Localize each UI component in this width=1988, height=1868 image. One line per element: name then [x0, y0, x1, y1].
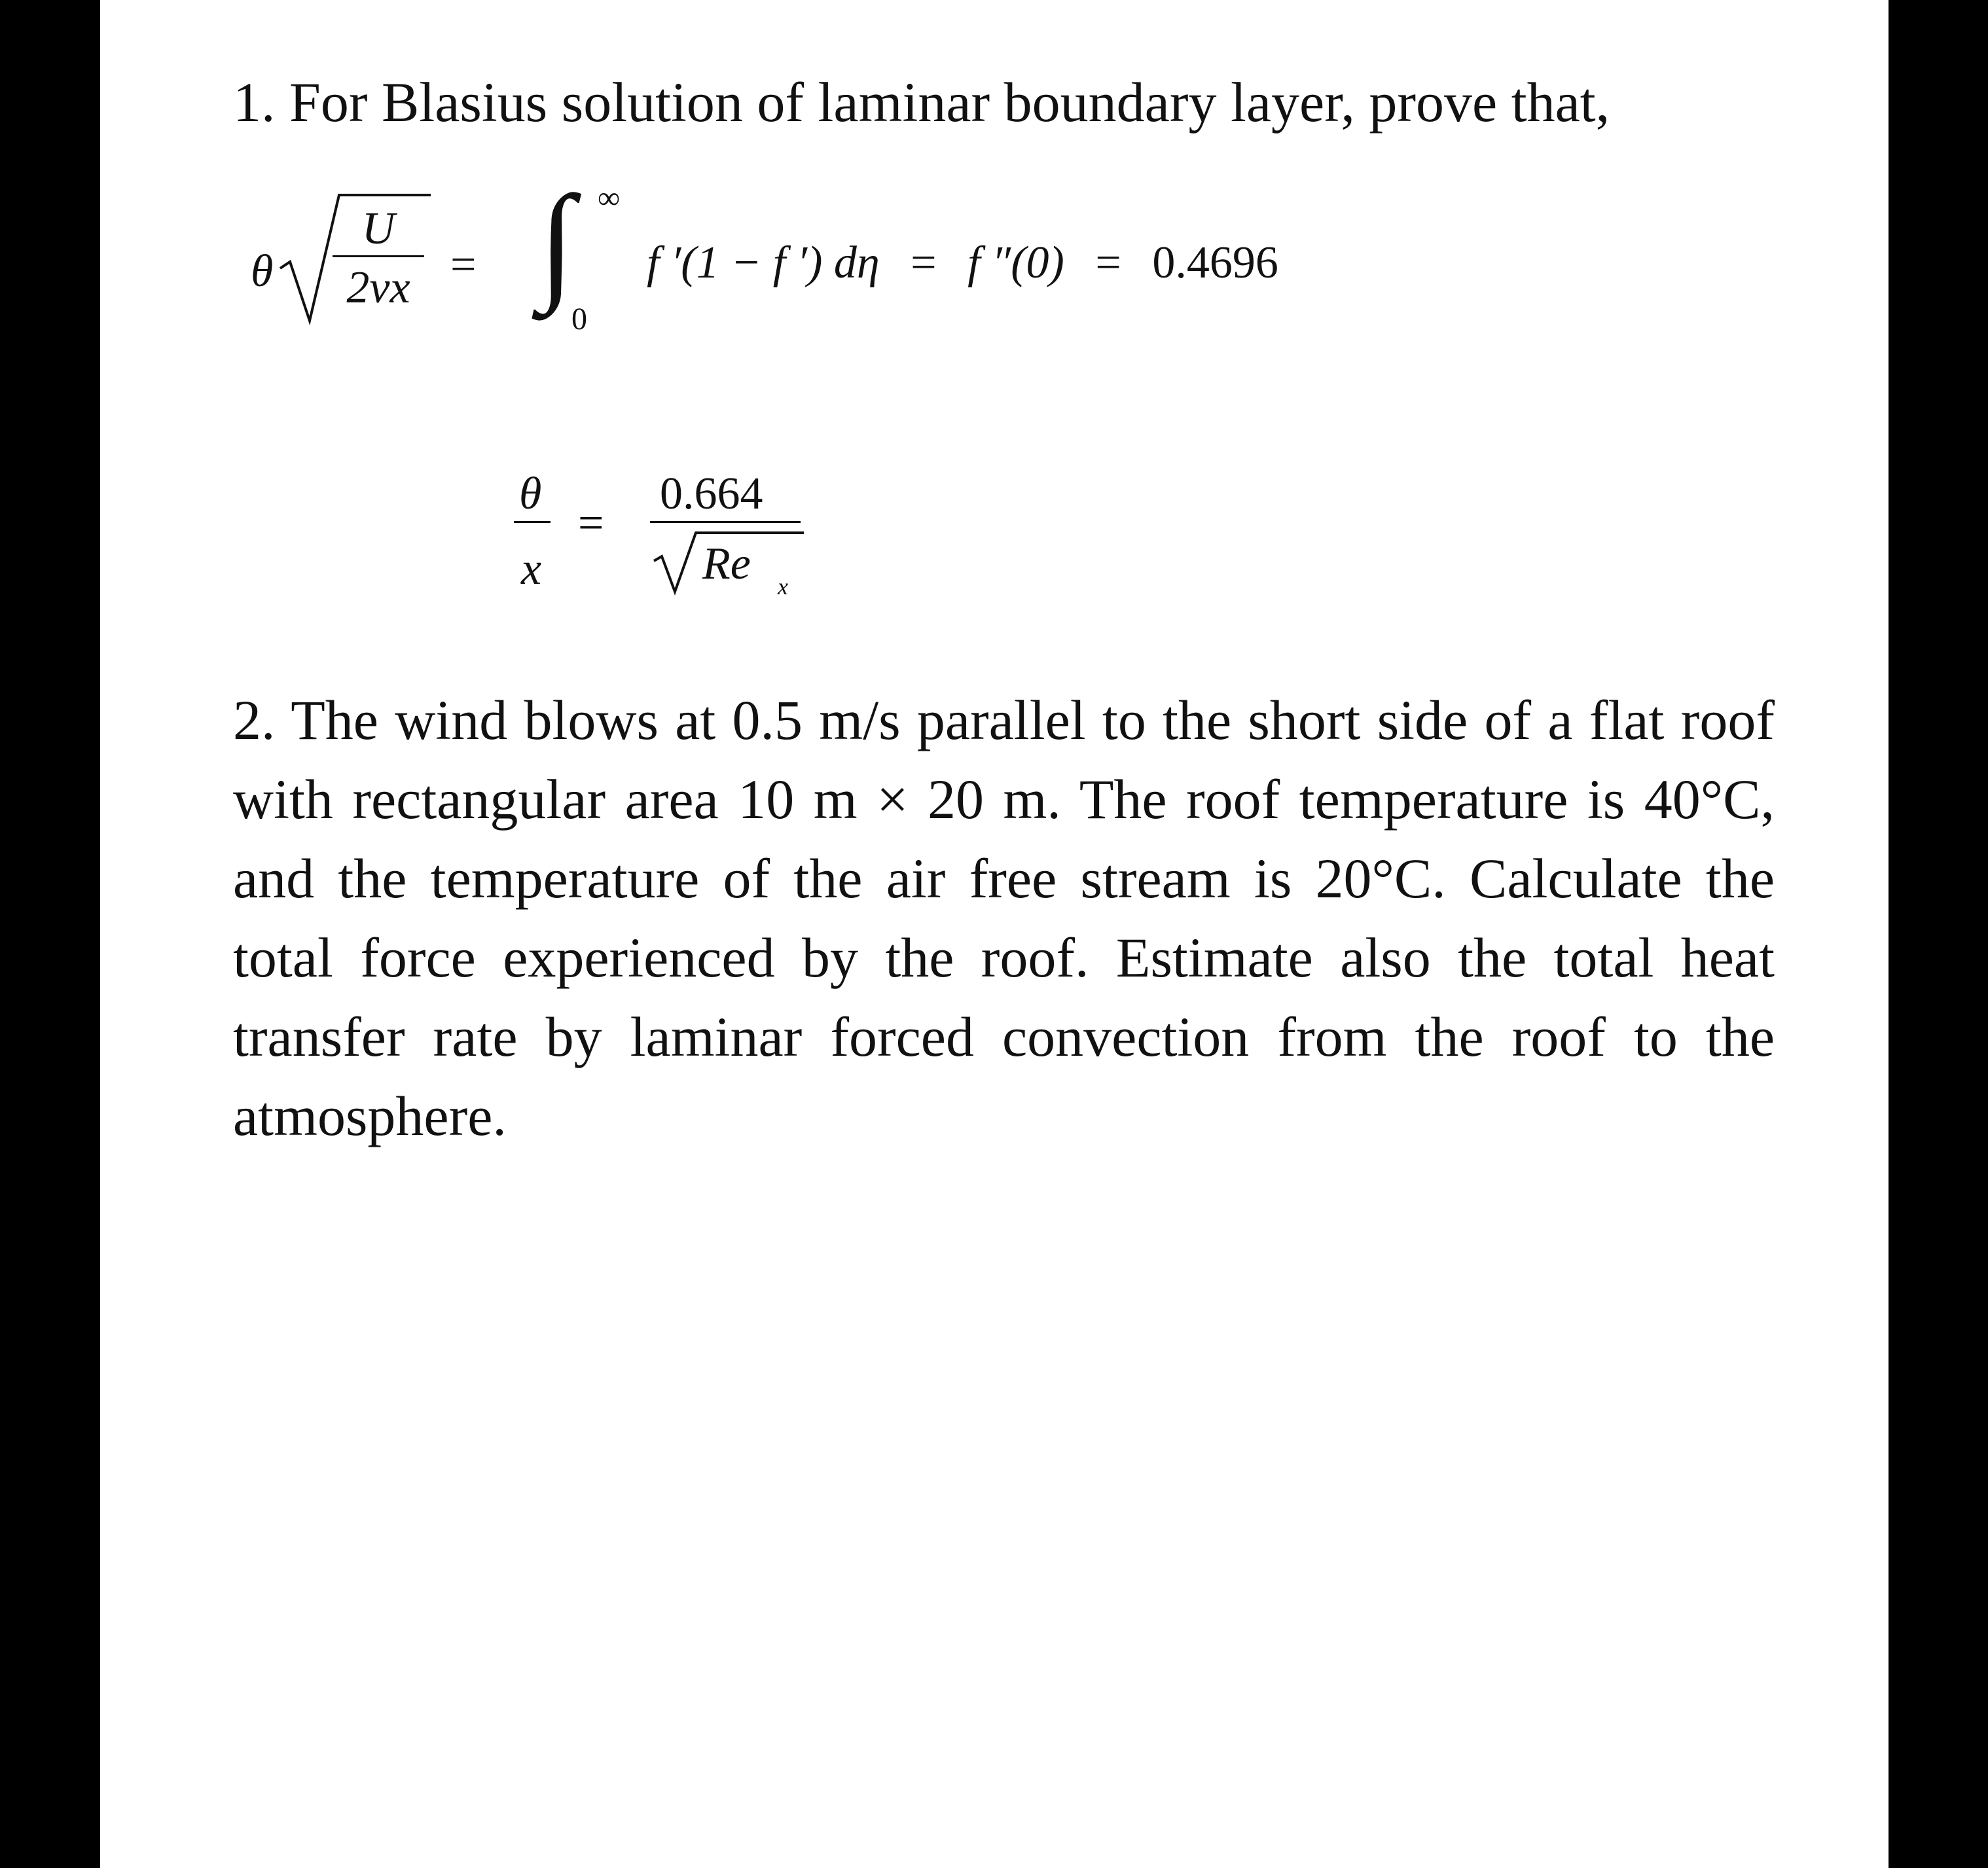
- blasius-momentum-thickness-equation: [251, 170, 1625, 347]
- theta-symbol: θ: [251, 246, 274, 296]
- lhs-numerator: θ: [519, 469, 542, 519]
- result-value: 0.4696: [1152, 238, 1278, 288]
- reynolds-number: Re: [702, 539, 751, 589]
- equals-sign: =: [578, 498, 604, 548]
- integral-upper-limit: ∞: [598, 181, 621, 215]
- integrand: f ′(1 − f ′) dη: [647, 238, 880, 288]
- question-1-text: 1. For Blasius solution of laminar boundary layer, prove that,: [233, 71, 1610, 134]
- rhs-numerator: 0.664: [660, 469, 763, 519]
- equals-sign-3: =: [1095, 238, 1121, 288]
- sqrt-fraction-bar: [333, 255, 424, 257]
- equals-sign-2: =: [911, 238, 937, 288]
- sqrt-fraction-numerator: U: [361, 204, 395, 254]
- lhs-denominator: x: [521, 544, 542, 594]
- equation-1-right-side: [647, 237, 1278, 289]
- equals-sign-1: =: [450, 240, 477, 290]
- sqrt-fraction-denominator: 2νx: [346, 262, 410, 313]
- momentum-thickness-ratio-equation: [401, 458, 990, 628]
- document-page: [100, 0, 1889, 1868]
- lhs-fraction-bar: [514, 521, 551, 523]
- integral-lower-limit: 0: [571, 302, 587, 336]
- reynolds-subscript: x: [778, 573, 788, 600]
- rhs-fraction-bar: [650, 521, 801, 523]
- integral-sign: ∫: [539, 170, 575, 314]
- question-2-text: 2. The wind blows at 0.5 m/s parallel to the short side of a flat roof with rectangular area 10 m × 20 m. The roof temperature is 40°C, and the temperature of the air free stream is 20°C. Calculate the total force experienced by the roof. Estimate also the total heat transfer rate by laminar forced convection from the roof to the atmosphere.: [233, 689, 1775, 1147]
- f-double-prime-zero: f ″(0): [967, 238, 1064, 288]
